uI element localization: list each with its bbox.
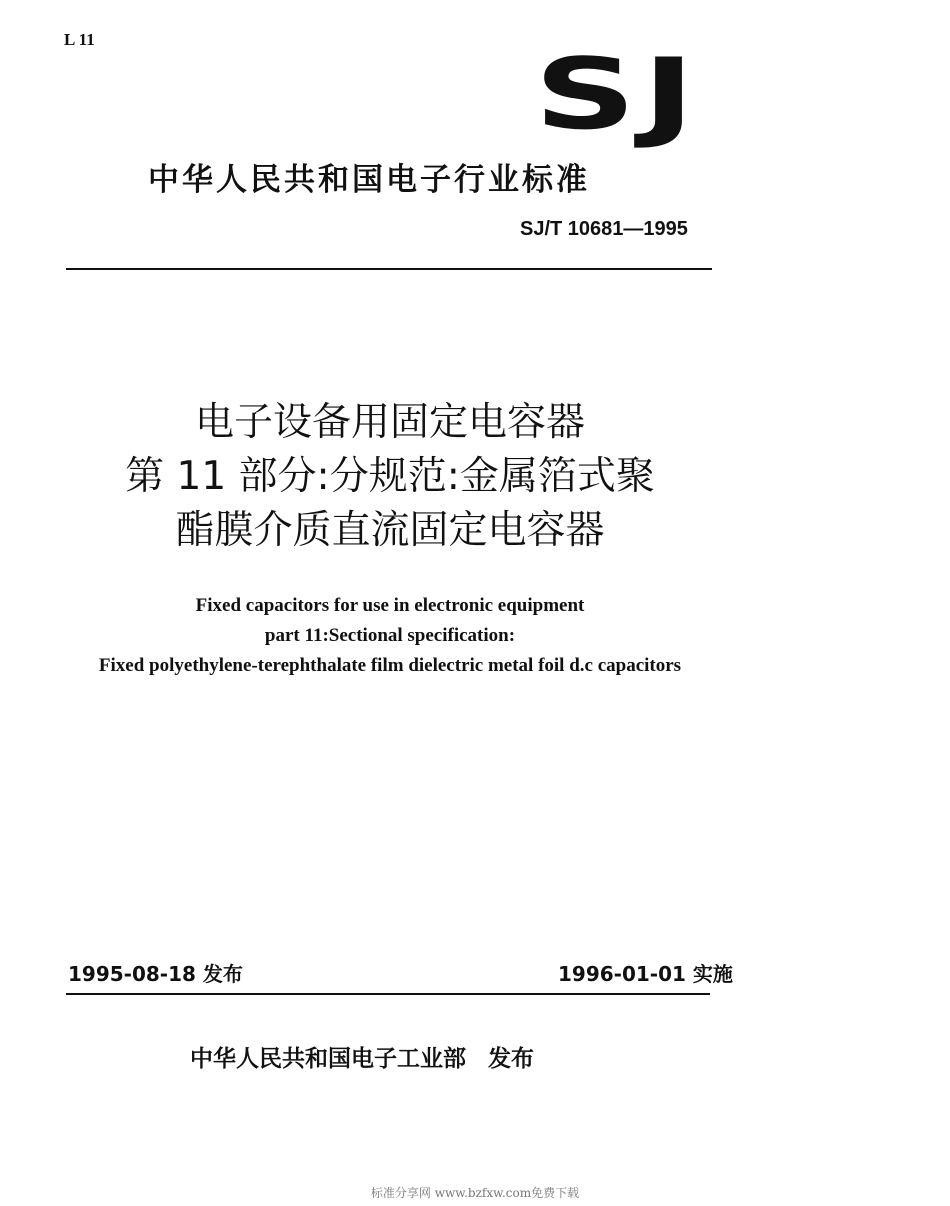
english-title-line-3: Fixed polyethylene-terephthalate film dielectric metal foil d.c capacitors: [98, 655, 682, 676]
english-title: [20, 591, 760, 681]
footer-divider: [66, 993, 710, 995]
footer-watermark: 标准分享网 www.bzfxw.com免费下载: [370, 1186, 580, 1200]
chinese-title-line-3: 酯膜介质直流固定电容器: [175, 508, 605, 553]
issuer-action: 发布: [488, 1046, 534, 1072]
chinese-title-line-1: 电子设备用固定电容器: [194, 400, 585, 445]
header-divider: [66, 268, 712, 270]
organization-title: 中华人民共和国电子行业标准: [148, 162, 590, 198]
issuer-name: 中华人民共和国电子工业部: [190, 1046, 466, 1072]
effective-date: 1996-01-01 实施: [558, 962, 733, 986]
chinese-title: [60, 396, 720, 558]
sj-logo: SJ: [534, 38, 701, 152]
english-title-line-2: part 11:Sectional specification:: [264, 625, 516, 646]
classification-code: L 11: [64, 30, 95, 49]
issue-date: 1995-08-18 发布: [68, 962, 243, 986]
english-title-line-1: Fixed capacitors for use in electronic equipment: [195, 595, 585, 616]
chinese-title-line-2: 第 11 部分:分规范:金属箔式聚: [125, 454, 655, 499]
standard-number: SJ/T 10681—1995: [520, 218, 688, 240]
issuer: [190, 1040, 534, 1073]
